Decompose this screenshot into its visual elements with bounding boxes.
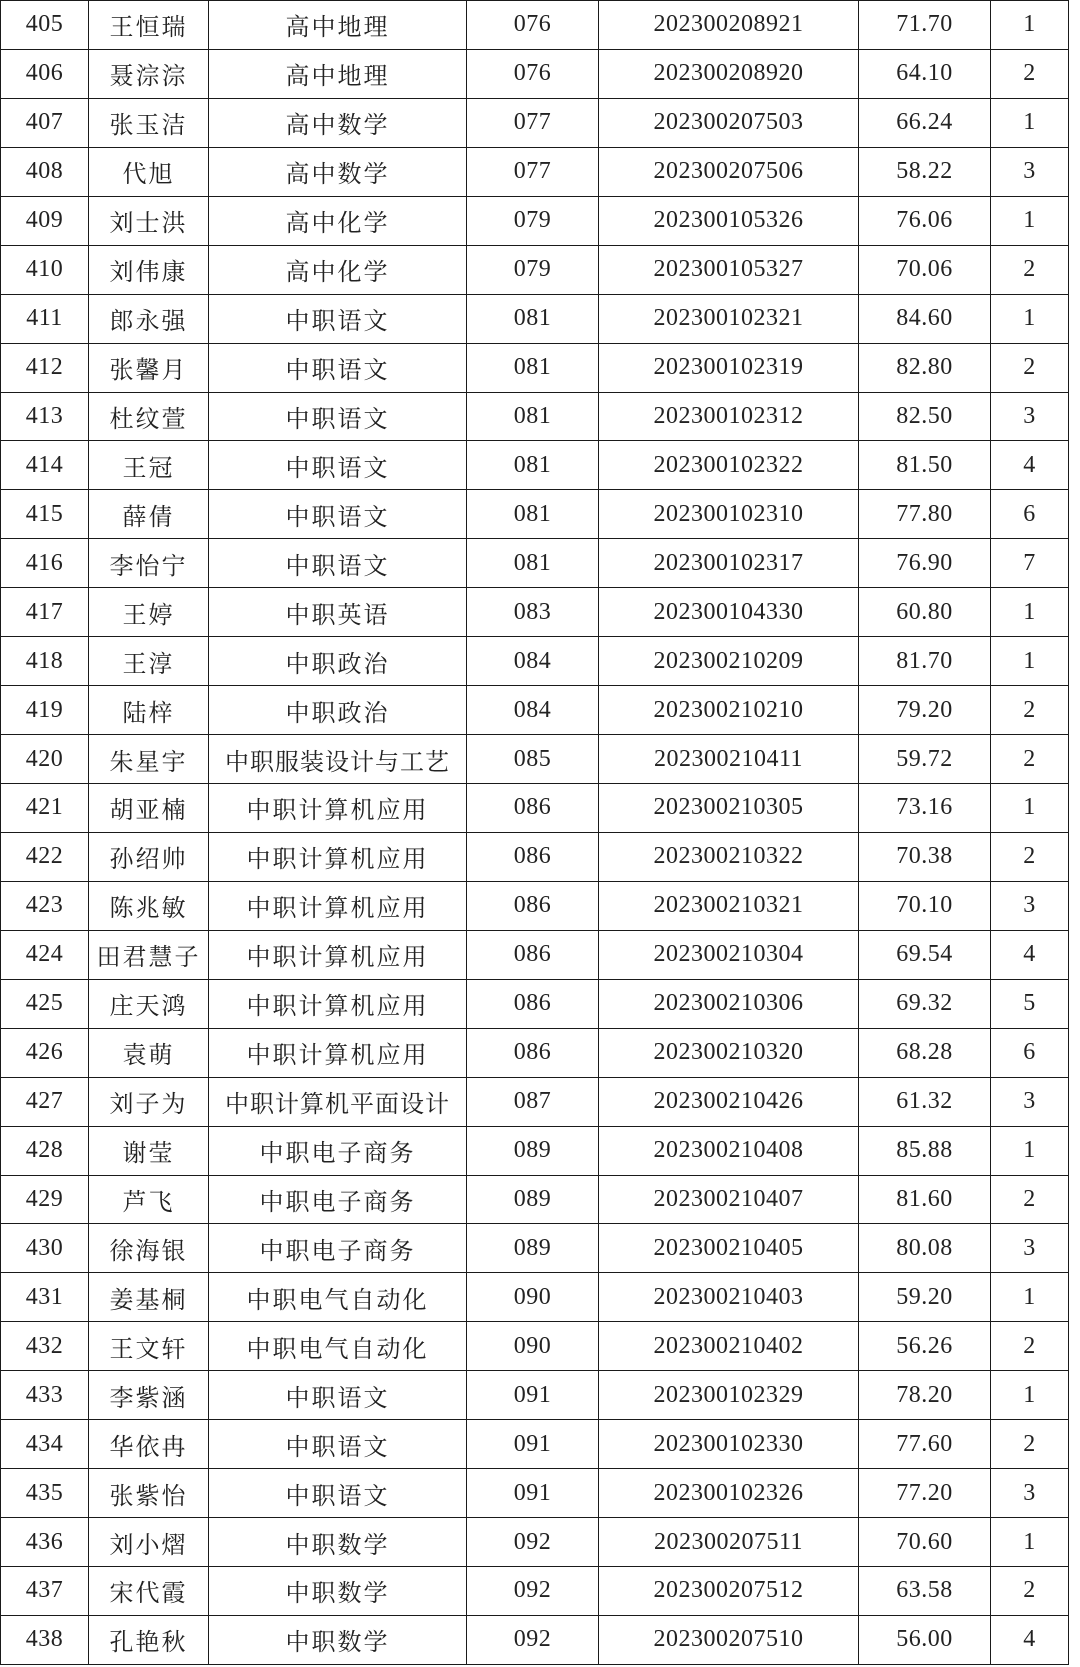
name-cell: 杜纹萱 — [89, 392, 209, 441]
table-row — [1, 245, 1069, 294]
subject-cell: 高中地理 — [209, 1, 467, 50]
exam-id-cell: 202300207510 — [599, 1615, 859, 1664]
rank-cell: 1 — [991, 98, 1069, 147]
subject-cell: 中职电子商务 — [209, 1224, 467, 1273]
score-cell: 70.10 — [859, 881, 991, 930]
score-cell: 81.70 — [859, 637, 991, 686]
name-cell: 姜基桐 — [89, 1273, 209, 1322]
row-index-cell: 430 — [1, 1224, 89, 1273]
rank-cell: 6 — [991, 1028, 1069, 1077]
name-cell: 王冠 — [89, 441, 209, 490]
name-cell: 聂淙淙 — [89, 49, 209, 98]
score-cell: 70.38 — [859, 832, 991, 881]
position-code-cell: 086 — [467, 1028, 599, 1077]
position-code-cell: 076 — [467, 49, 599, 98]
subject-cell: 中职计算机应用 — [209, 979, 467, 1028]
subject-cell: 中职语文 — [209, 441, 467, 490]
exam-id-cell: 202300102321 — [599, 294, 859, 343]
name-cell: 袁萌 — [89, 1028, 209, 1077]
rank-cell: 1 — [991, 1371, 1069, 1420]
table-row — [1, 1028, 1069, 1077]
exam-id-cell: 202300210304 — [599, 930, 859, 979]
row-index-cell: 437 — [1, 1567, 89, 1616]
subject-cell: 高中数学 — [209, 98, 467, 147]
exam-id-cell: 202300208921 — [599, 1, 859, 50]
subject-cell: 中职语文 — [209, 294, 467, 343]
position-code-cell: 086 — [467, 784, 599, 833]
name-cell: 王恒瑞 — [89, 1, 209, 50]
exam-id-cell: 202300210411 — [599, 735, 859, 784]
rank-cell: 7 — [991, 539, 1069, 588]
rank-cell: 1 — [991, 1, 1069, 50]
name-cell: 张紫怡 — [89, 1469, 209, 1518]
name-cell: 芦飞 — [89, 1175, 209, 1224]
name-cell: 华依冉 — [89, 1420, 209, 1469]
score-cell: 77.80 — [859, 490, 991, 539]
rank-cell: 2 — [991, 1175, 1069, 1224]
score-cell: 70.60 — [859, 1518, 991, 1567]
name-cell: 孔艳秋 — [89, 1615, 209, 1664]
position-code-cell: 081 — [467, 392, 599, 441]
subject-cell: 中职政治 — [209, 637, 467, 686]
score-cell: 59.72 — [859, 735, 991, 784]
name-cell: 宋代霞 — [89, 1567, 209, 1616]
exam-id-cell: 202300210306 — [599, 979, 859, 1028]
score-cell: 77.60 — [859, 1420, 991, 1469]
rank-cell: 1 — [991, 784, 1069, 833]
table-row — [1, 881, 1069, 930]
rank-cell: 3 — [991, 1469, 1069, 1518]
position-code-cell: 086 — [467, 979, 599, 1028]
row-index-cell: 417 — [1, 588, 89, 637]
name-cell: 王淳 — [89, 637, 209, 686]
rank-cell: 3 — [991, 1077, 1069, 1126]
subject-cell: 中职数学 — [209, 1518, 467, 1567]
subject-cell: 中职计算机应用 — [209, 832, 467, 881]
exam-id-cell: 202300207511 — [599, 1518, 859, 1567]
row-index-cell: 426 — [1, 1028, 89, 1077]
table-row — [1, 784, 1069, 833]
score-cell: 68.28 — [859, 1028, 991, 1077]
exam-id-cell: 202300102317 — [599, 539, 859, 588]
row-index-cell: 409 — [1, 196, 89, 245]
position-code-cell: 092 — [467, 1518, 599, 1567]
exam-id-cell: 202300210210 — [599, 686, 859, 735]
exam-id-cell: 202300105327 — [599, 245, 859, 294]
name-cell: 陈兆敏 — [89, 881, 209, 930]
score-cell: 81.50 — [859, 441, 991, 490]
subject-cell: 中职电气自动化 — [209, 1273, 467, 1322]
row-index-cell: 436 — [1, 1518, 89, 1567]
subject-cell: 中职政治 — [209, 686, 467, 735]
row-index-cell: 431 — [1, 1273, 89, 1322]
exam-id-cell: 202300207512 — [599, 1567, 859, 1616]
score-cell: 63.58 — [859, 1567, 991, 1616]
row-index-cell: 413 — [1, 392, 89, 441]
position-code-cell: 081 — [467, 441, 599, 490]
row-index-cell: 408 — [1, 147, 89, 196]
row-index-cell: 425 — [1, 979, 89, 1028]
subject-cell: 中职英语 — [209, 588, 467, 637]
position-code-cell: 076 — [467, 1, 599, 50]
table-row — [1, 1567, 1069, 1616]
rank-cell: 2 — [991, 1567, 1069, 1616]
name-cell: 刘士洪 — [89, 196, 209, 245]
position-code-cell: 085 — [467, 735, 599, 784]
row-index-cell: 428 — [1, 1126, 89, 1175]
row-index-cell: 416 — [1, 539, 89, 588]
score-cell: 80.08 — [859, 1224, 991, 1273]
row-index-cell: 418 — [1, 637, 89, 686]
exam-id-cell: 202300210407 — [599, 1175, 859, 1224]
row-index-cell: 411 — [1, 294, 89, 343]
name-cell: 徐海银 — [89, 1224, 209, 1273]
subject-cell: 中职数学 — [209, 1567, 467, 1616]
position-code-cell: 091 — [467, 1371, 599, 1420]
name-cell: 陆梓 — [89, 686, 209, 735]
row-index-cell: 406 — [1, 49, 89, 98]
exam-id-cell: 202300208920 — [599, 49, 859, 98]
exam-id-cell: 202300105326 — [599, 196, 859, 245]
table-row — [1, 98, 1069, 147]
score-cell: 82.50 — [859, 392, 991, 441]
score-cell: 56.26 — [859, 1322, 991, 1371]
row-index-cell: 432 — [1, 1322, 89, 1371]
subject-cell: 中职计算机应用 — [209, 1028, 467, 1077]
rank-cell: 2 — [991, 343, 1069, 392]
table-row — [1, 832, 1069, 881]
name-cell: 庄天鸿 — [89, 979, 209, 1028]
rank-cell: 3 — [991, 881, 1069, 930]
score-cell: 61.32 — [859, 1077, 991, 1126]
row-index-cell: 407 — [1, 98, 89, 147]
row-index-cell: 427 — [1, 1077, 89, 1126]
rank-cell: 1 — [991, 294, 1069, 343]
position-code-cell: 077 — [467, 98, 599, 147]
exam-id-cell: 202300102322 — [599, 441, 859, 490]
position-code-cell: 087 — [467, 1077, 599, 1126]
exam-id-cell: 202300210305 — [599, 784, 859, 833]
exam-id-cell: 202300210426 — [599, 1077, 859, 1126]
table-row — [1, 441, 1069, 490]
rank-cell: 3 — [991, 1224, 1069, 1273]
position-code-cell: 077 — [467, 147, 599, 196]
score-cell: 73.16 — [859, 784, 991, 833]
position-code-cell: 090 — [467, 1273, 599, 1322]
exam-id-cell: 202300102310 — [599, 490, 859, 539]
table-row — [1, 1273, 1069, 1322]
row-index-cell: 429 — [1, 1175, 89, 1224]
exam-id-cell: 202300207506 — [599, 147, 859, 196]
subject-cell: 高中数学 — [209, 147, 467, 196]
table-row — [1, 490, 1069, 539]
score-cell: 76.06 — [859, 196, 991, 245]
table-row — [1, 637, 1069, 686]
exam-id-cell: 202300210403 — [599, 1273, 859, 1322]
score-cell: 56.00 — [859, 1615, 991, 1664]
score-cell: 66.24 — [859, 98, 991, 147]
score-cell: 82.80 — [859, 343, 991, 392]
name-cell: 薛倩 — [89, 490, 209, 539]
rank-cell: 5 — [991, 979, 1069, 1028]
rank-cell: 2 — [991, 49, 1069, 98]
name-cell: 孙绍帅 — [89, 832, 209, 881]
exam-id-cell: 202300102319 — [599, 343, 859, 392]
position-code-cell: 089 — [467, 1224, 599, 1273]
name-cell: 谢莹 — [89, 1126, 209, 1175]
subject-cell: 中职语文 — [209, 1420, 467, 1469]
row-index-cell: 415 — [1, 490, 89, 539]
score-cell: 77.20 — [859, 1469, 991, 1518]
row-index-cell: 435 — [1, 1469, 89, 1518]
table-row — [1, 1322, 1069, 1371]
position-code-cell: 091 — [467, 1469, 599, 1518]
subject-cell: 高中地理 — [209, 49, 467, 98]
name-cell: 李怡宁 — [89, 539, 209, 588]
subject-cell: 中职计算机应用 — [209, 930, 467, 979]
position-code-cell: 092 — [467, 1615, 599, 1664]
table-row — [1, 147, 1069, 196]
subject-cell: 中职电子商务 — [209, 1126, 467, 1175]
position-code-cell: 081 — [467, 490, 599, 539]
exam-id-cell: 202300102329 — [599, 1371, 859, 1420]
table-row — [1, 294, 1069, 343]
row-index-cell: 424 — [1, 930, 89, 979]
position-code-cell: 083 — [467, 588, 599, 637]
name-cell: 刘伟康 — [89, 245, 209, 294]
results-table-body — [1, 1, 1069, 1665]
name-cell: 刘小熠 — [89, 1518, 209, 1567]
position-code-cell: 079 — [467, 245, 599, 294]
subject-cell: 中职语文 — [209, 1469, 467, 1518]
position-code-cell: 081 — [467, 539, 599, 588]
score-cell: 85.88 — [859, 1126, 991, 1175]
score-cell: 59.20 — [859, 1273, 991, 1322]
subject-cell: 中职语文 — [209, 490, 467, 539]
subject-cell: 中职计算机平面设计 — [209, 1077, 467, 1126]
score-cell: 81.60 — [859, 1175, 991, 1224]
score-cell: 78.20 — [859, 1371, 991, 1420]
row-index-cell: 423 — [1, 881, 89, 930]
rank-cell: 4 — [991, 441, 1069, 490]
subject-cell: 中职服装设计与工艺 — [209, 735, 467, 784]
rank-cell: 6 — [991, 490, 1069, 539]
score-cell: 70.06 — [859, 245, 991, 294]
table-row — [1, 1518, 1069, 1567]
position-code-cell: 081 — [467, 294, 599, 343]
exam-id-cell: 202300102330 — [599, 1420, 859, 1469]
subject-cell: 高中化学 — [209, 196, 467, 245]
table-row — [1, 1, 1069, 50]
rank-cell: 2 — [991, 735, 1069, 784]
score-cell: 79.20 — [859, 686, 991, 735]
table-row — [1, 979, 1069, 1028]
table-row — [1, 1420, 1069, 1469]
table-row — [1, 343, 1069, 392]
rank-cell: 2 — [991, 1420, 1069, 1469]
exam-id-cell: 202300210321 — [599, 881, 859, 930]
row-index-cell: 438 — [1, 1615, 89, 1664]
row-index-cell: 414 — [1, 441, 89, 490]
table-row — [1, 588, 1069, 637]
subject-cell: 高中化学 — [209, 245, 467, 294]
name-cell: 田君慧子 — [89, 930, 209, 979]
position-code-cell: 092 — [467, 1567, 599, 1616]
table-row — [1, 686, 1069, 735]
exam-id-cell: 202300104330 — [599, 588, 859, 637]
row-index-cell: 419 — [1, 686, 89, 735]
row-index-cell: 434 — [1, 1420, 89, 1469]
score-cell: 69.54 — [859, 930, 991, 979]
position-code-cell: 084 — [467, 686, 599, 735]
position-code-cell: 091 — [467, 1420, 599, 1469]
name-cell: 张馨月 — [89, 343, 209, 392]
table-row — [1, 1371, 1069, 1420]
table-row — [1, 735, 1069, 784]
name-cell: 李紫涵 — [89, 1371, 209, 1420]
name-cell: 郎永强 — [89, 294, 209, 343]
position-code-cell: 079 — [467, 196, 599, 245]
exam-id-cell: 202300210322 — [599, 832, 859, 881]
table-row — [1, 1126, 1069, 1175]
rank-cell: 3 — [991, 392, 1069, 441]
rank-cell: 2 — [991, 832, 1069, 881]
name-cell: 王文轩 — [89, 1322, 209, 1371]
score-cell: 71.70 — [859, 1, 991, 50]
score-cell: 58.22 — [859, 147, 991, 196]
subject-cell: 中职电气自动化 — [209, 1322, 467, 1371]
rank-cell: 1 — [991, 196, 1069, 245]
table-row — [1, 1469, 1069, 1518]
row-index-cell: 420 — [1, 735, 89, 784]
row-index-cell: 410 — [1, 245, 89, 294]
table-row — [1, 196, 1069, 245]
name-cell: 张玉洁 — [89, 98, 209, 147]
position-code-cell: 089 — [467, 1126, 599, 1175]
table-row — [1, 1224, 1069, 1273]
score-cell: 76.90 — [859, 539, 991, 588]
subject-cell: 中职计算机应用 — [209, 784, 467, 833]
table-row — [1, 539, 1069, 588]
rank-cell: 1 — [991, 1518, 1069, 1567]
score-cell: 60.80 — [859, 588, 991, 637]
rank-cell: 4 — [991, 930, 1069, 979]
name-cell: 代旭 — [89, 147, 209, 196]
table-row — [1, 49, 1069, 98]
rank-cell: 2 — [991, 686, 1069, 735]
rank-cell: 3 — [991, 147, 1069, 196]
subject-cell: 中职语文 — [209, 539, 467, 588]
row-index-cell: 421 — [1, 784, 89, 833]
rank-cell: 1 — [991, 1126, 1069, 1175]
exam-id-cell: 202300210209 — [599, 637, 859, 686]
subject-cell: 中职计算机应用 — [209, 881, 467, 930]
position-code-cell: 086 — [467, 832, 599, 881]
position-code-cell: 089 — [467, 1175, 599, 1224]
position-code-cell: 090 — [467, 1322, 599, 1371]
subject-cell: 中职电子商务 — [209, 1175, 467, 1224]
row-index-cell: 433 — [1, 1371, 89, 1420]
row-index-cell: 412 — [1, 343, 89, 392]
row-index-cell: 405 — [1, 1, 89, 50]
table-row — [1, 392, 1069, 441]
exam-id-cell: 202300210408 — [599, 1126, 859, 1175]
subject-cell: 中职语文 — [209, 343, 467, 392]
rank-cell: 1 — [991, 1273, 1069, 1322]
exam-id-cell: 202300102326 — [599, 1469, 859, 1518]
table-row — [1, 1175, 1069, 1224]
rank-cell: 4 — [991, 1615, 1069, 1664]
table-row — [1, 1077, 1069, 1126]
exam-id-cell: 202300102312 — [599, 392, 859, 441]
name-cell: 朱星宇 — [89, 735, 209, 784]
name-cell: 胡亚楠 — [89, 784, 209, 833]
subject-cell: 中职数学 — [209, 1615, 467, 1664]
position-code-cell: 081 — [467, 343, 599, 392]
rank-cell: 1 — [991, 637, 1069, 686]
subject-cell: 中职语文 — [209, 1371, 467, 1420]
rank-cell: 1 — [991, 588, 1069, 637]
name-cell: 王婷 — [89, 588, 209, 637]
subject-cell: 中职语文 — [209, 392, 467, 441]
score-cell: 84.60 — [859, 294, 991, 343]
position-code-cell: 084 — [467, 637, 599, 686]
position-code-cell: 086 — [467, 930, 599, 979]
score-cell: 69.32 — [859, 979, 991, 1028]
rank-cell: 2 — [991, 245, 1069, 294]
name-cell: 刘子为 — [89, 1077, 209, 1126]
position-code-cell: 086 — [467, 881, 599, 930]
exam-id-cell: 202300210320 — [599, 1028, 859, 1077]
exam-id-cell: 202300210405 — [599, 1224, 859, 1273]
rank-cell: 2 — [991, 1322, 1069, 1371]
row-index-cell: 422 — [1, 832, 89, 881]
score-cell: 64.10 — [859, 49, 991, 98]
table-row — [1, 1615, 1069, 1664]
table-row — [1, 930, 1069, 979]
exam-id-cell: 202300207503 — [599, 98, 859, 147]
exam-id-cell: 202300210402 — [599, 1322, 859, 1371]
